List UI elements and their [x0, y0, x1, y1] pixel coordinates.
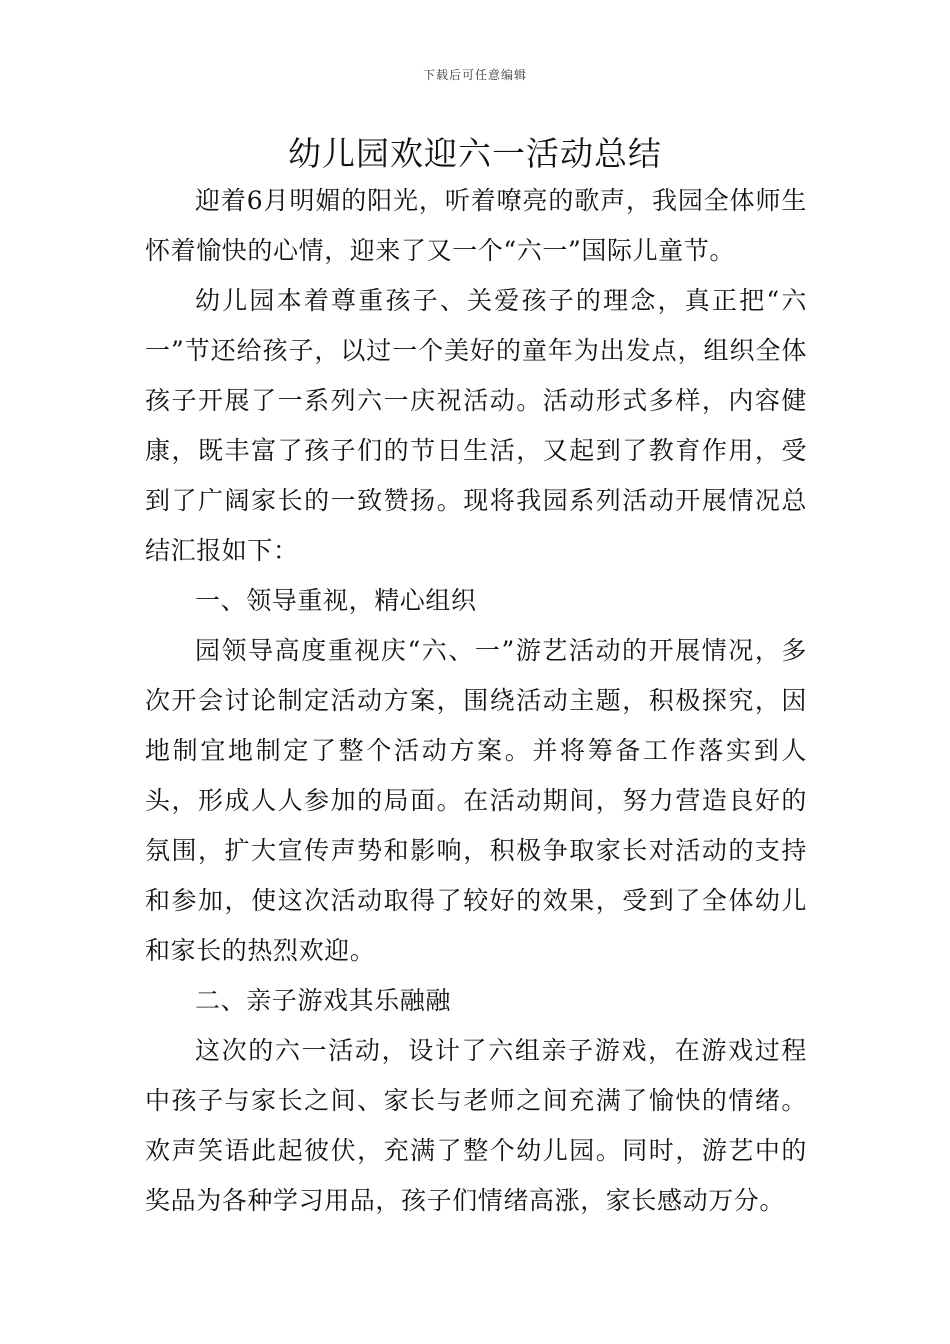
document-title: 幼儿园欢迎六一活动总结 [288, 134, 662, 173]
section-1-paragraph: 园领导高度重视庆“六、一”游艺活动的开展情况，多次开会讨论制定活动方案，围绕活动主题，积极探究，因地制宜地制定了整个活动方案。并将筹备工作落实到人头，形成人人参加的局面。在活动期间，努力营造良好的氛围，扩大宣传声势和影响，积极争取家长对活动的支持和参加，使这次活动取得了较好的效果，受到了全体幼儿和家长的热烈欢迎。 [145, 636, 807, 965]
overview-paragraph: 幼儿园本着尊重孩子、关爱孩子的理念，真正把“六一”节还给孩子，以过一个美好的童年为出发点，组织全体孩子开展了一系列六一庆祝活动。活动形式多样，内容健康，既丰富了孩子们的节日生活，又起到了教育作用，受到了广阔家长的一致赞扬。现将我园系列活动开展情况总结汇报如下： [145, 286, 807, 565]
document-body [145, 176, 807, 1226]
section-heading-1: 一、领导重视，精心组织 [195, 586, 477, 615]
section-2-paragraph: 这次的六一活动，设计了六组亲子游戏，在游戏过程中孩子与家长之间、家长与老师之间充满了愉快的情绪。欢声笑语此起彼伏，充满了整个幼儿园。同时，游艺中的奖品为各种学习用品，孩子们情绪高涨，家长感动万分。 [145, 1036, 807, 1215]
intro-paragraph: 迎着6月明媚的阳光，听着嘹亮的歌声，我园全体师生怀着愉快的心情，迎来了又一个“六一”国际儿童节。 [145, 186, 807, 265]
header-note: 下载后可任意编辑 [422, 68, 527, 82]
section-heading-2: 二、亲子游戏其乐融融 [195, 986, 452, 1015]
